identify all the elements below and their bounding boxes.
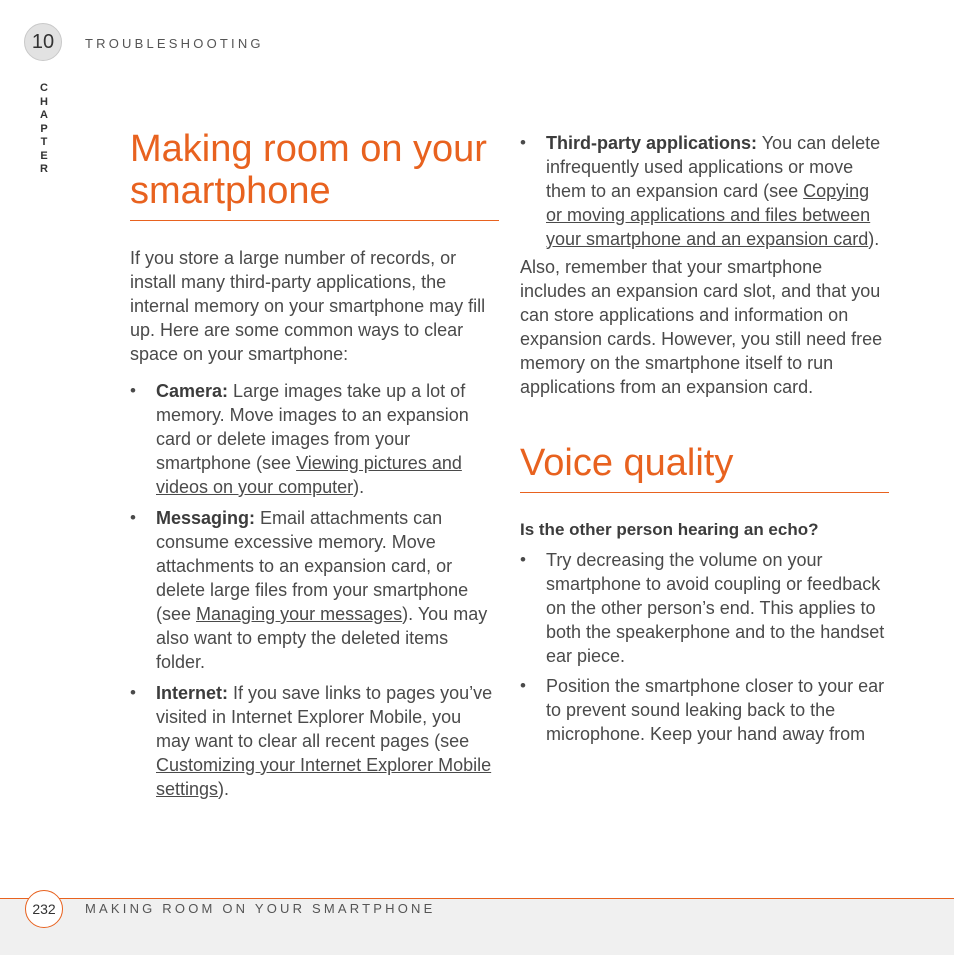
bullet-text-end: ). — [868, 229, 880, 249]
link-customizing-ie[interactable]: Customizing your Internet Explorer Mobile settings — [156, 755, 492, 799]
footer-title: MAKING ROOM ON YOUR SMARTPHONE — [85, 901, 436, 916]
chapter-number-badge: 10 — [24, 23, 62, 61]
bullet-label: Camera: — [156, 381, 229, 401]
list-item-internet — [130, 681, 499, 801]
intro-paragraph: If you store a large number of records, or install many third-party applications, the internal memory on your smartphone may fill up. Here are some common ways to clear space on your smartphone: — [130, 248, 486, 364]
link-managing-messages[interactable]: Managing your messages — [196, 604, 403, 624]
chapter-letter: T — [40, 136, 48, 148]
memory-tips-list-continued — [520, 131, 889, 251]
list-item-third-party — [520, 131, 889, 251]
list-item: • Position the smartphone closer to your ear to prevent sound leaking back to the microphone. Keep your hand away from — [520, 674, 889, 746]
bullet-text: If you save links to pages you’ve visited in Internet Explorer Mobile, you may want to clear all recent pages (see — [156, 683, 493, 751]
chapter-letter: P — [40, 122, 48, 135]
chapter-letter: C — [40, 82, 48, 94]
bullet-label: Internet: — [156, 683, 228, 703]
right-column — [520, 128, 889, 752]
left-column — [130, 128, 499, 808]
section-heading-making-room: Making room on your smartphone — [130, 128, 499, 221]
chapter-letter: R — [40, 163, 48, 175]
bullet-label: Messaging: — [156, 508, 256, 528]
bullet-text: Large images take up a lot of memory. Move images to an expansion card or delete images from your smartphone (see — [156, 381, 469, 473]
section-heading-voice-quality: Voice quality — [520, 442, 889, 493]
bullet-text: Email attachments can consume excessive memory. Move attachments to an expansion card, or delete large files from your smartphone (see — [156, 508, 469, 624]
link-viewing-pictures[interactable]: Viewing pictures and videos on your computer — [156, 453, 462, 497]
bullet-text: You can delete infrequently used applications or move them to an expansion card (see — [546, 133, 881, 201]
chapter-title: TROUBLESHOOTING — [85, 36, 264, 51]
list-item-messaging — [130, 506, 499, 674]
bullet-text-end: ). — [353, 477, 365, 497]
chapter-letter: H — [40, 95, 48, 108]
chapter-letter: A — [40, 109, 48, 121]
chapter-letter: E — [40, 149, 48, 162]
bullet-text-end: ). — [218, 779, 230, 799]
echo-question: Is the other person hearing an echo? — [520, 520, 819, 539]
bullet-text-end: ). You may also want to empty the deleted items folder. — [156, 604, 488, 672]
bullet-label: Third-party applications: — [546, 133, 758, 153]
expansion-card-paragraph: Also, remember that your smartphone includes an expansion card slot, and that you can store applications and information on expansion cards. However, you still need free memory on the smartphone itself to run applications from an expansion card. — [520, 257, 883, 397]
echo-tips-list — [520, 548, 889, 746]
list-item-camera — [130, 379, 499, 499]
page-number-badge: 232 — [25, 890, 63, 928]
chapter-side-label — [37, 82, 51, 177]
memory-tips-list — [130, 379, 499, 801]
link-copying-moving-apps[interactable]: Copying or moving applications and files between your smartphone and an expansion card — [546, 181, 871, 249]
list-item: • Try decreasing the volume on your smartphone to avoid coupling or feedback on the other person’s end. This applies to both the speakerphone and to the handset ear piece. — [520, 548, 889, 668]
